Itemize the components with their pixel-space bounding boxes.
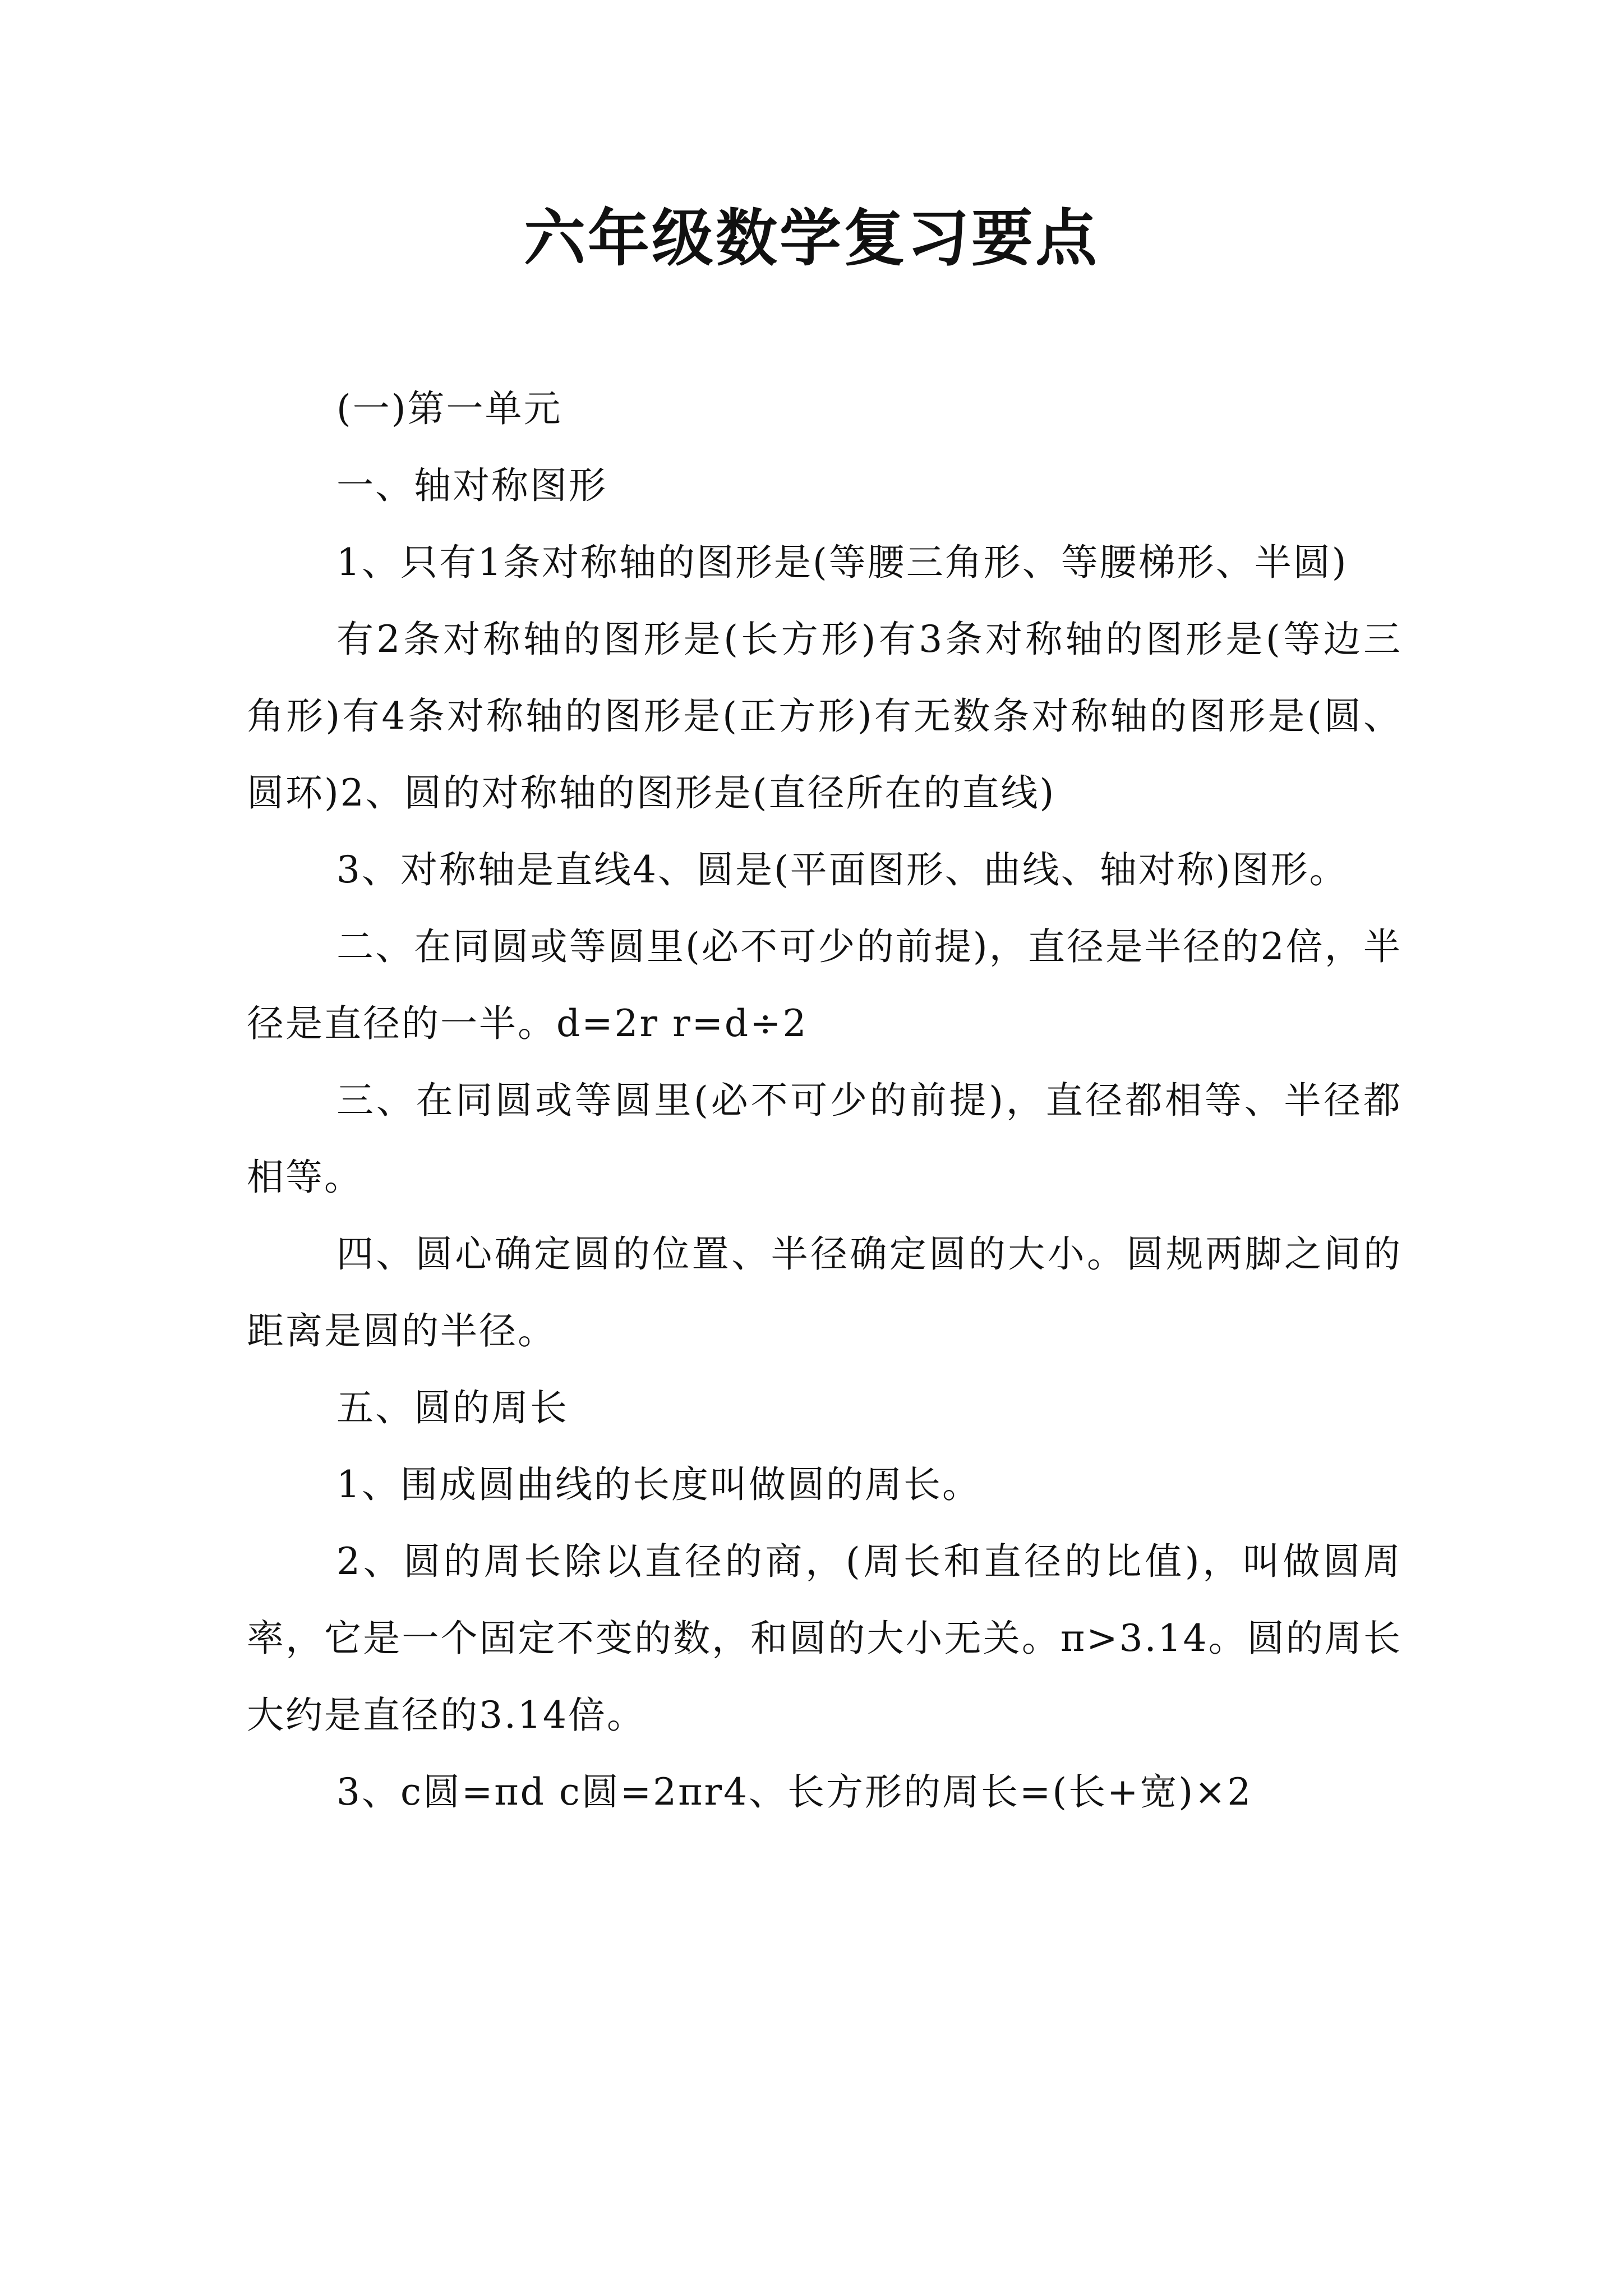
paragraph-center-radius: 四、圆心确定圆的位置、半径确定圆的大小。圆规两脚之间的距离是圆的半径。 (247, 1232, 1402, 1352)
document-title: 六年级数学复习要点 (524, 202, 1099, 274)
paragraph-unit-heading: (一)第一单元 (336, 387, 562, 430)
paragraph-formulas: 3、c圆=πd c圆=2πr4、长方形的周长=(长+宽)×2 (336, 1770, 1253, 1814)
paragraph-one-axis: 1、只有1条对称轴的图形是(等腰三角形、等腰梯形、半圆) (336, 541, 1348, 584)
document-body (247, 370, 1402, 1830)
paragraph-section-circumference: 五、圆的周长 (336, 1386, 569, 1429)
paragraph-diameter-radius: 二、在同圆或等圆里(必不可少的前提)，直径是半径的2倍，半径是直径的一半。d=2r r=d÷2 (247, 925, 1402, 1045)
paragraph-circumference-definition: 1、围成圆曲线的长度叫做圆的周长。 (336, 1463, 981, 1506)
paragraph-pi: 2、圆的周长除以直径的商，(周长和直径的比值)，叫做圆周率，它是一个固定不变的数，和圆的大小无关。π>3.14。圆的周长大约是直径的3.14倍。 (247, 1540, 1402, 1737)
paragraph-axis-is-line: 3、对称轴是直线4、圆是(平面图形、曲线、轴对称)图形。 (336, 848, 1348, 891)
paragraph-multiple-axes: 有2条对称轴的图形是(长方形)有3条对称轴的图形是(等边三角形)有4条对称轴的图形是(正方形)有无数条对称轴的图形是(圆、圆环)2、圆的对称轴的图形是(直径所在的直线) (247, 618, 1402, 815)
paragraph-section-axis-symmetry: 一、轴对称图形 (336, 464, 607, 507)
paragraph-equal-diameters: 三、在同圆或等圆里(必不可少的前提)，直径都相等、半径都相等。 (247, 1079, 1402, 1199)
